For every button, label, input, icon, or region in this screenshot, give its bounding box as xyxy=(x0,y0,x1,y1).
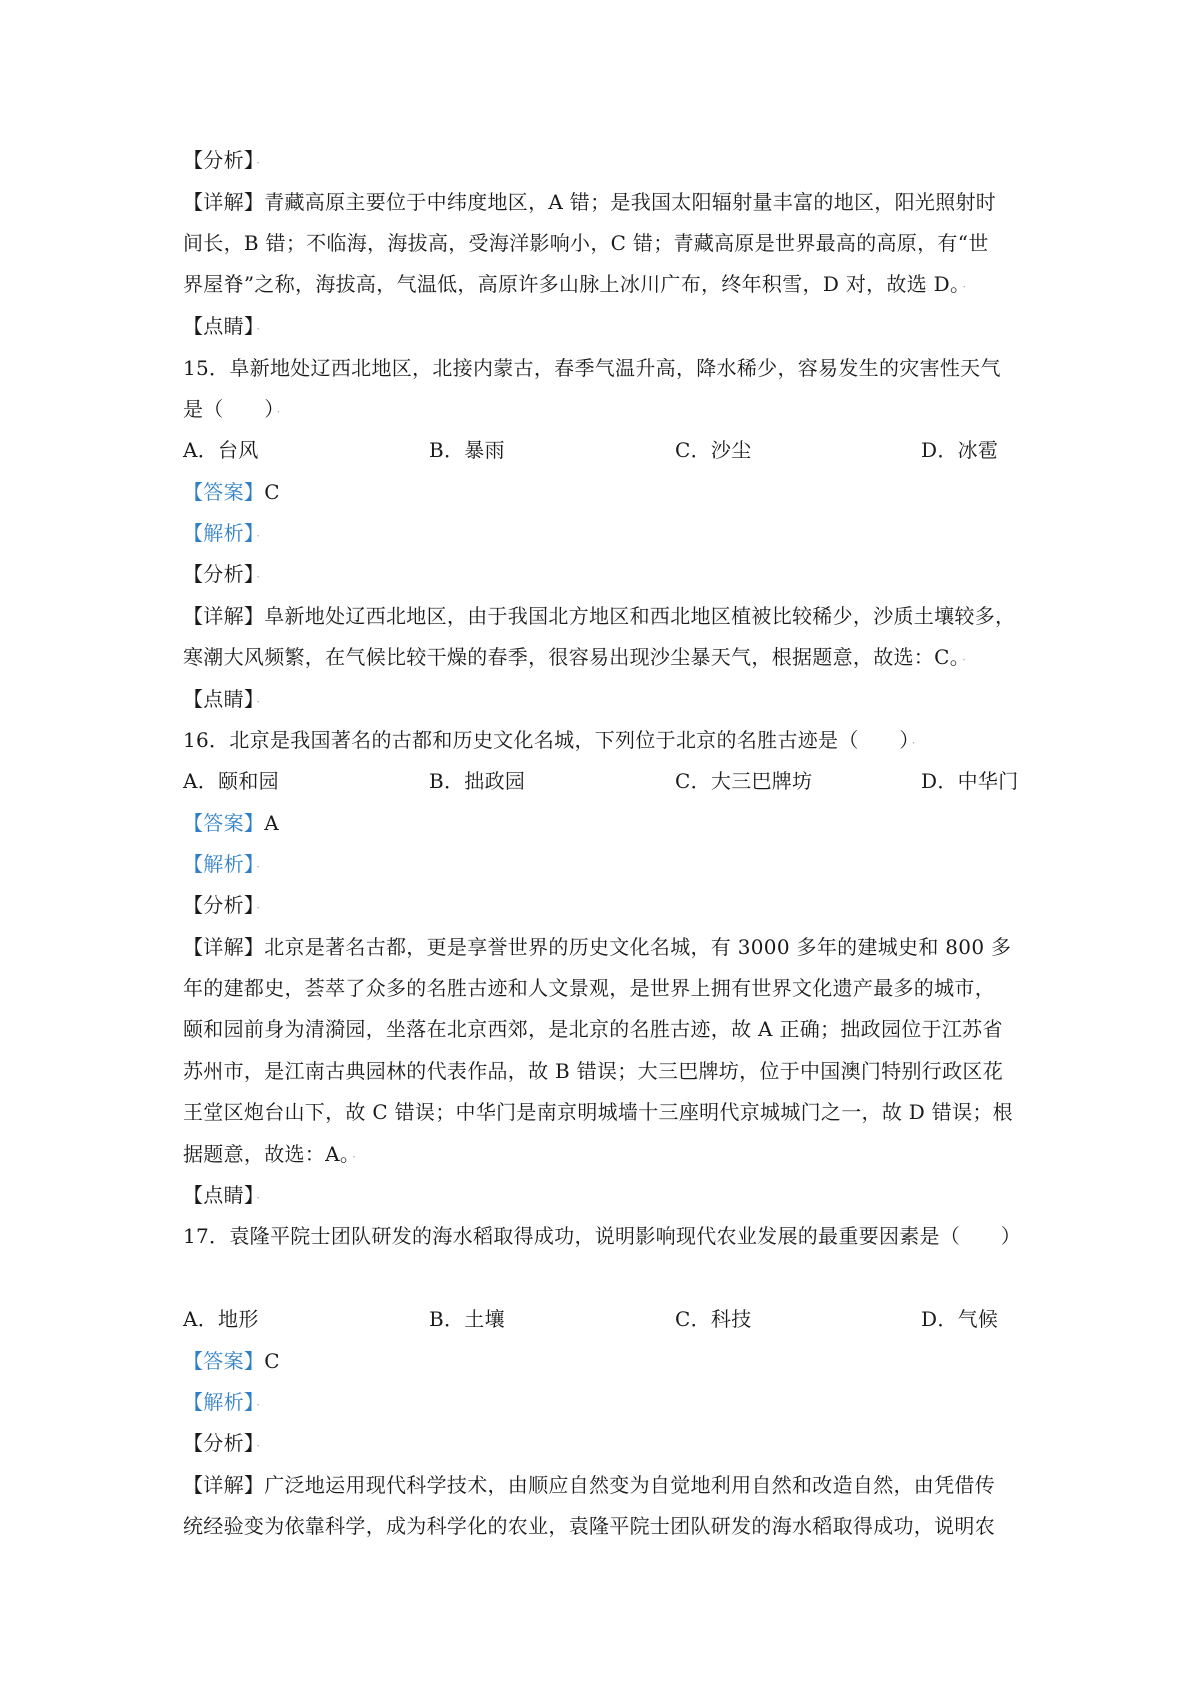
detail-heading: 【详解】 xyxy=(183,190,265,214)
q15-option-b: B．暴雨 xyxy=(429,438,505,462)
q15-answer xyxy=(183,479,1028,505)
q15-option-c: C．沙尘 xyxy=(675,438,752,462)
q17-detail-line-1: 【详解】广泛地运用现代科学技术，由顺应自然变为自觉地利用自然和改造自然，由凭借传 xyxy=(183,1473,996,1497)
q15-detail-line-2: 寒潮大风频繁，在气候比较干燥的春季，很容易出现沙尘暴天气，根据题意，故选：C。 · xyxy=(183,645,967,669)
q16-detail-line-4: 苏州市，是江南古典园林的代表作品，故 B 错误；大三巴牌坊，位于中国澳门特别行政区花 xyxy=(183,1059,1004,1083)
q17-option-b: B．土壤 xyxy=(429,1307,505,1331)
q17-detail-line-2: 统经验变为依靠科学，成为科学化的农业，袁隆平院士团队研发的海水稻取得成功，说明农 xyxy=(183,1514,995,1538)
q15-explanation-heading: 【解析】 · xyxy=(183,521,261,545)
q16-explanation-heading: 【解析】 · xyxy=(183,852,261,876)
q16-detail-line-6: 据题意，故选：A。 · xyxy=(183,1142,357,1166)
q16-comment-heading: 【点睛】 · xyxy=(183,1183,261,1207)
q16-detail-line-3: 颐和园前身为清漪园，坐落在北京西郊，是北京的名胜古迹，故 A 正确；拙政园位于江苏省 xyxy=(183,1017,1003,1041)
q15-analysis-heading: 【分析】 · xyxy=(183,562,261,586)
q14-analysis-heading: 【分析】 · xyxy=(183,148,261,172)
q16-detail-line-5: 王堂区炮台山下，故 C 错误；中华门是南京明城墙十三座明代京城城门之一，故 D 错误；根 xyxy=(183,1100,1013,1124)
q15-detail-line-1: 【详解】阜新地处辽西北地区，由于我国北方地区和西北地区植被比较稀少，沙质土壤较多， xyxy=(183,604,1016,628)
q16-option-a: A．颐和园 xyxy=(183,769,279,793)
q16-analysis-heading: 【分析】 · xyxy=(183,893,261,917)
q15-option-d: D．冰雹 xyxy=(921,438,999,462)
q16-option-b: B．拙政园 xyxy=(429,769,526,793)
q14-detail-line-3: 界屋脊”之称，海拔高，气温低，高原许多山脉上冰川广布，终年积雪，D 对，故选 D。 · xyxy=(183,272,967,296)
q17-stem-line-1: 17．袁隆平院士团队研发的海水稻取得成功，说明影响现代农业发展的最重要因素是（ ） xyxy=(183,1224,1022,1248)
q15-stem-line-1: 15．阜新地处辽西北地区，北接内蒙古，春季气温升高，降水稀少，容易发生的灾害性天气 xyxy=(183,356,1001,380)
answer-heading: 【答案】 xyxy=(183,480,265,504)
q14-comment-heading: 【点睛】 · xyxy=(183,314,261,338)
q14-detail-line-2: 间长，B 错；不临海，海拔高，受海洋影响小，C 错；青藏高原是世界最高的高原，有“世 xyxy=(183,231,989,255)
q17-option-d: D．气候 xyxy=(921,1307,999,1331)
q16-stem-line-1: 16．北京是我国著名的古都和历史文化名城，下列位于北京的名胜古迹是（ ） · xyxy=(183,728,916,752)
q15-stem-line-2: 是（ ） · xyxy=(183,397,281,421)
q16-answer: 【答案】A xyxy=(183,811,279,835)
q16-detail-line-1: 【详解】北京是著名古都，更是享誉世界的历史文化名城，有 3000 多年的建城史和 800 多 xyxy=(183,935,1012,959)
answer-value: C xyxy=(264,480,280,504)
q16-option-c: C．大三巴牌坊 xyxy=(675,769,813,793)
q17-explanation-heading: 【解析】 · xyxy=(183,1390,261,1414)
q17-answer: 【答案】C xyxy=(183,1349,280,1373)
q17-option-c: C．科技 xyxy=(675,1307,752,1331)
q16-option-d: D．中华门 xyxy=(921,769,1019,793)
q14-detail-line-1: 【详解】青藏高原主要位于中纬度地区，A 错；是我国太阳辐射量丰富的地区，阳光照射时 xyxy=(183,190,997,214)
q15-comment-heading: 【点睛】 · xyxy=(183,687,261,711)
q17-analysis-heading: 【分析】 · xyxy=(183,1431,261,1455)
q16-detail-line-2: 年的建都史，荟萃了众多的名胜古迹和人文景观，是世界上拥有世界文化遗产最多的城市， xyxy=(183,976,995,1000)
q17-option-a: A．地形 xyxy=(183,1307,259,1331)
q15-option-a: A．台风 xyxy=(183,438,259,462)
